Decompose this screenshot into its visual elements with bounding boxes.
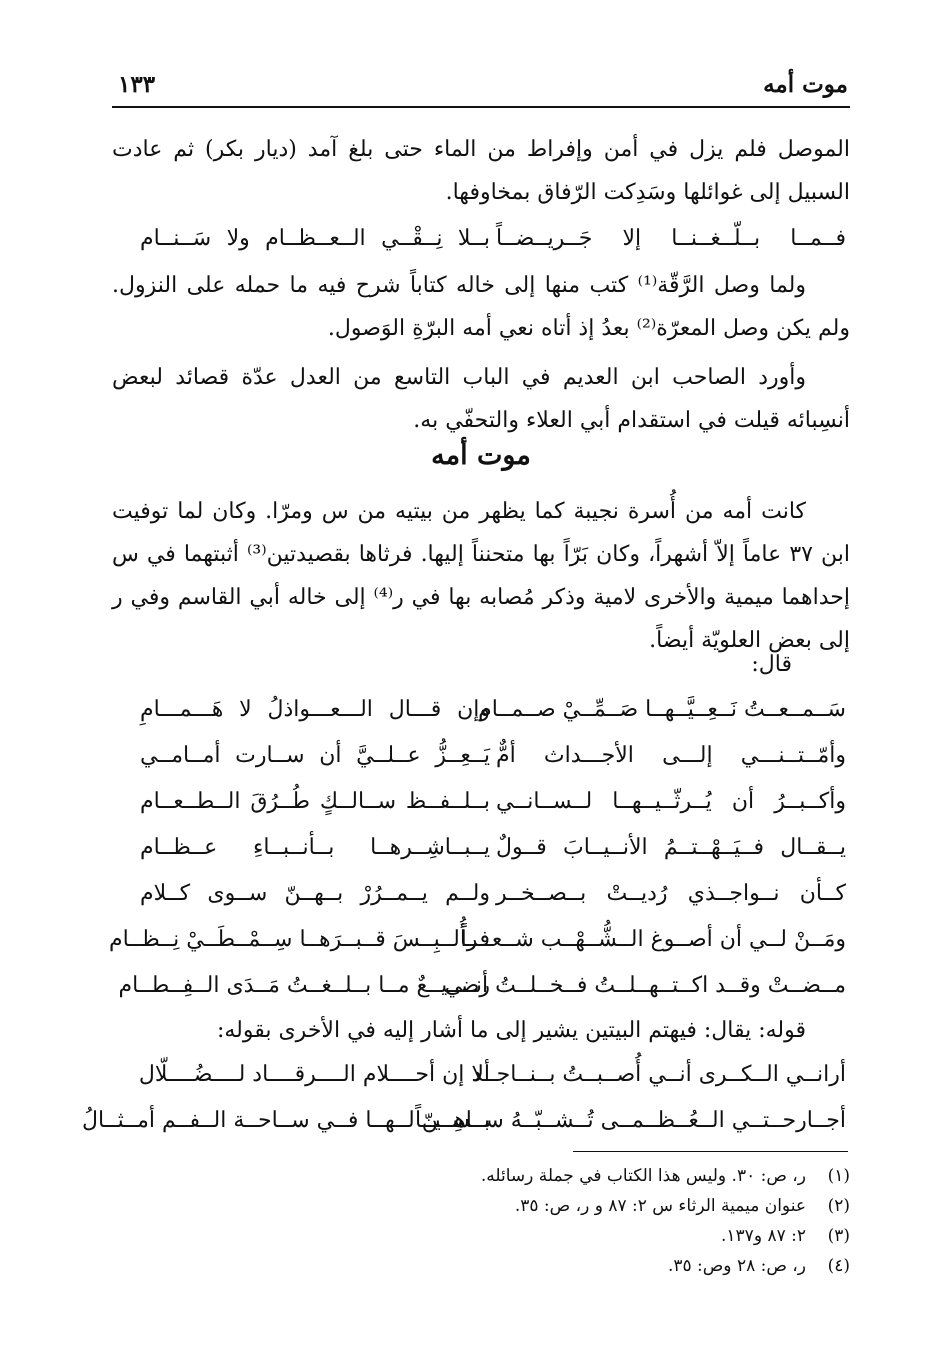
footnote-number: (١) bbox=[827, 1166, 850, 1186]
footnote bbox=[112, 1191, 850, 1221]
poem-first-hemistich: أرانــي الــكــرى أنــي أُصــبــتُ بــنــاجــد bbox=[472, 1062, 846, 1087]
poem-line bbox=[112, 733, 850, 779]
section-paragraph: كانت أمه من أُسرة نجيبة كما يظهر من بيتيه من س ومرّا. وكان لما توفيت ابن ٣٧ عاماً إلاّ أشهراً، وكان بَرّاً بها متحنناً إليها. فرثاها بقصيدتين⁽³⁾ أثبتهما في س إحداهما ميمية والأخرى لامية وذكر مُصابه بها في ر⁽⁴⁾ إلى خاله أبي القاسم وفي ر إلى بعض العلويّة أيضاً. bbox=[112, 499, 851, 653]
verse-first-hemistich: فــمــا بــلّــغــنــا إلا جَــريــضــاً bbox=[496, 226, 846, 251]
poem-first-hemistich: وأكــبــرُ أن يُــرثّــيــهــا لــســانــي bbox=[496, 789, 846, 814]
poem-second-hemistich: وإن قـــال الـــعـــواذلُ لا هَـــمـــامِ bbox=[140, 697, 490, 722]
poem-line bbox=[112, 871, 850, 917]
poem-second-hemistich: ولــم يــمــرُرْ بــهــنّ ســوى كــلام bbox=[140, 881, 490, 906]
poem-second-hemistich: بــلــفــظ ســالــكٍ طُــرُقَ الــطــعــام bbox=[140, 789, 490, 814]
section-paragraph-block bbox=[112, 490, 850, 662]
page-number: ١٣٣ bbox=[118, 70, 156, 98]
poem-line bbox=[82, 1098, 850, 1144]
poem-second-hemistich: فــأُلــبِــسَ قــبــرَهــا سِــمْــطَــيْ نِــظــام bbox=[108, 927, 490, 952]
footnote-text: ٢: ٨٧ و١٣٧. bbox=[721, 1226, 806, 1246]
poem-second-hemistich: ألا إن أحــــلام الــــرقــــاد لــــضُــــلّال bbox=[138, 1062, 490, 1087]
poem-first-hemistich: كــأن نــواجــذي رُديــتْ بــصــخــر bbox=[496, 881, 846, 906]
second-poem bbox=[82, 1052, 850, 1144]
elegy-poem bbox=[108, 687, 850, 1009]
intro-paragraph-3: وأورد الصاحب ابن العديم في الباب التاسع من العدل عدّة قصائد لبعض أنسِبائه قيلت في استقدام أبي العلاء والتحفّي به. bbox=[112, 365, 850, 433]
footnote bbox=[112, 1251, 850, 1281]
footnote-number: (٣) bbox=[827, 1226, 850, 1246]
poem-second-hemistich: بــسِــنّ لــهــا فــي ســاحــة الــفــم أمــثــالُ bbox=[82, 1108, 490, 1133]
intro-verse bbox=[112, 216, 850, 262]
footnote-text: عنوان ميمية الرثاء س ٢: ٨٧ و ر، ص: ٣٥. bbox=[514, 1196, 806, 1216]
poem-line bbox=[112, 963, 850, 1009]
poem-first-hemistich: وأمّــتــنـــي إلـــى الأجـــداث أمٌّ bbox=[496, 743, 846, 768]
poem-line bbox=[112, 687, 850, 733]
footnote-text: ر، ص: ٢٨ وص: ٣٥. bbox=[667, 1256, 806, 1276]
poem-second-hemistich: رضــيــعٌ مــا بــلــغــتُ مَــدَى الــفِــطــام bbox=[118, 973, 490, 998]
running-header bbox=[118, 66, 848, 102]
poem-first-hemistich: سَــمــعــتُ نَــعِــيَّــهــا صَــمِّــيْ صــمــام bbox=[478, 697, 846, 722]
footnote bbox=[112, 1161, 850, 1191]
poem-line bbox=[112, 825, 850, 871]
poem-line bbox=[112, 1052, 850, 1098]
intro-paragraph-1: الموصل فلم يزل في أمن وإفراط من الماء حتى بلغ آمد (ديار بكر) ثم عادت السبيل إلى غوائلها وسَدِكت الرّفاق بمخاوفها. bbox=[112, 137, 850, 205]
poem-second-hemistich: يــبــاشِــرهــا بــأنــبــاءِ عــظــام bbox=[140, 835, 490, 860]
header-rule bbox=[112, 106, 850, 108]
poem-first-hemistich: أجــارحــتــي الــعُــظــمــى تُــشــبّــهُ ســاهــيــاً bbox=[415, 1108, 846, 1133]
intro-block bbox=[112, 128, 850, 442]
footnote-number: (٢) bbox=[827, 1196, 850, 1216]
footnote-rule bbox=[573, 1151, 848, 1152]
footnotes bbox=[112, 1161, 850, 1281]
section-heading: موت أمه bbox=[431, 440, 531, 471]
poem-line bbox=[108, 917, 850, 963]
footnote-number: (٤) bbox=[827, 1256, 850, 1276]
poem-second-hemistich: يَــعِــزُّ عــلــيَّ أن ســارت أمــامــي bbox=[140, 743, 490, 768]
poem-comment: قوله: يقال: فيهتم البيتين يشير إلى ما أشار إليه في الأخرى بقوله: bbox=[216, 1018, 806, 1043]
poem-first-hemistich: يــقــال فــيَــهْــتــمُ الأنــيــابَ قــولٌ bbox=[496, 835, 846, 860]
poem-first-hemistich: مــضــتْ وقــد اكــتــهــلــتُ فــخــلــتُ أنــي bbox=[444, 973, 846, 998]
running-title: موت أمه bbox=[763, 70, 848, 98]
footnote bbox=[112, 1221, 850, 1251]
verse-second-hemistich: بــلا نِــقْــي الــعــظــام ولا سَــنــام bbox=[140, 226, 490, 251]
comment-block bbox=[112, 1012, 850, 1050]
verse-intro-label: قال: bbox=[751, 652, 792, 677]
intro-paragraph-2: ولما وصل الرَّقّة⁽¹⁾ كتب منها إلى خاله كتاباً شرح فيه ما حمله على النزول. ولم يكن وصل المعرّة⁽²⁾ بعدُ إذ أتاه نعي أمه البرّةِ الوَصول. bbox=[112, 273, 850, 341]
footnote-text: ر، ص: ٣٠. وليس هذا الكتاب في جملة رسائله. bbox=[480, 1166, 806, 1186]
poem-first-hemistich: ومَــنْ لــي أن أصــوغ الــشُّــهْــب شــعــراً bbox=[460, 927, 846, 952]
poem-line bbox=[112, 779, 850, 825]
